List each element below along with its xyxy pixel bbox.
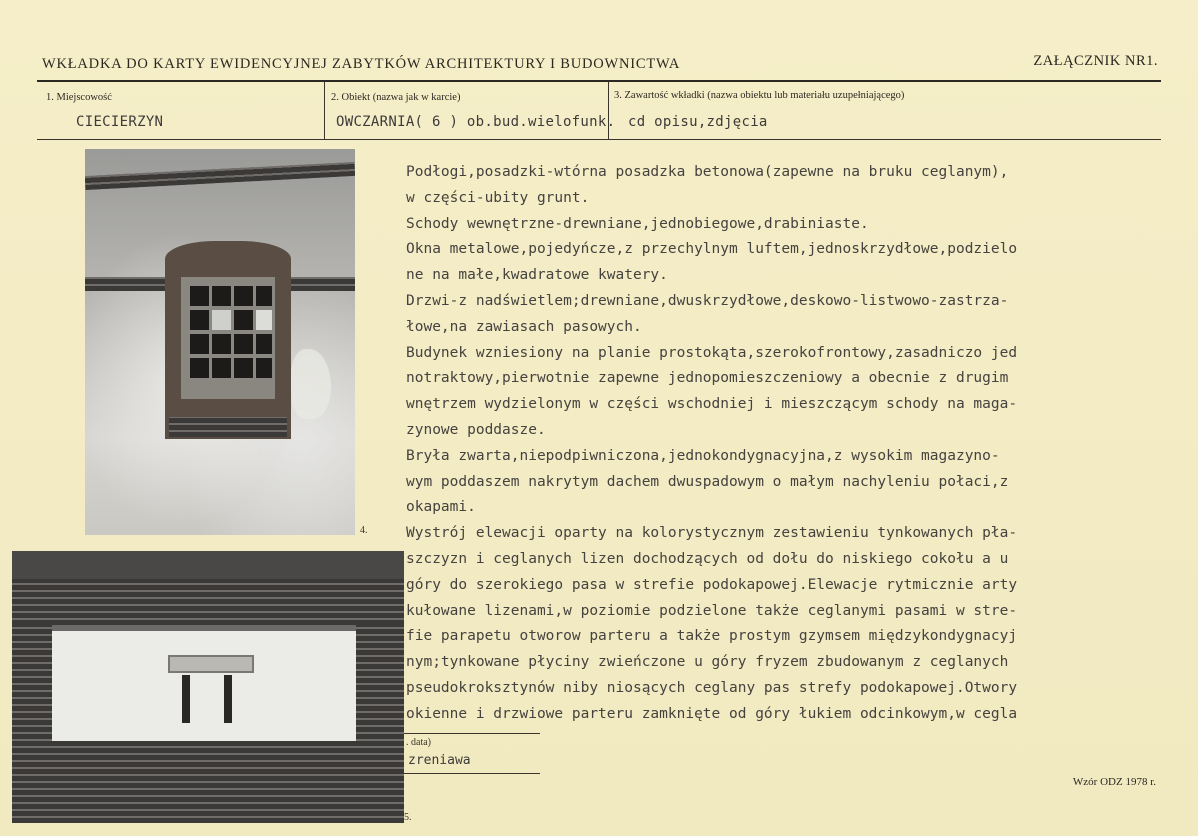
plaster-patch	[291, 349, 331, 419]
pane	[255, 285, 273, 307]
location-label: 1. Miejscowość	[46, 92, 112, 103]
description-line: okapami.	[406, 499, 476, 516]
pane	[233, 357, 254, 379]
pane	[211, 333, 232, 355]
contents-label: 3. Zawartość wkładki (nazwa obiektu lub materiału uzupełniającego)	[614, 90, 905, 101]
description-line: Wystrój elewacji oparty na kolorystycznym zestawieniu tynkowanych pła-	[406, 525, 1018, 542]
pane	[255, 309, 273, 331]
photo1-caption: 4.	[360, 525, 368, 536]
pane	[255, 357, 273, 379]
card-title: WKŁADKA DO KARTY EWIDENCYJNEJ ZABYTKÓW ARCHITEKTURY I BUDOWNICTWA	[42, 56, 681, 72]
object-label: 2. Obiekt (nazwa jak w karcie)	[331, 92, 461, 103]
roof-eave	[12, 551, 404, 579]
pane	[211, 357, 232, 379]
description-line: Okna metalowe,pojedyńcze,z przechylnym luftem,jednoskrzydłowe,podzielo	[406, 241, 1018, 258]
description-line: Podłogi,posadzki-wtórna posadzka betonowa(zapewne na bruku ceglanym),	[406, 164, 1009, 180]
location-value: CIECIERZYN	[76, 114, 164, 130]
date-rule	[404, 733, 540, 734]
pane	[189, 333, 210, 355]
brick-pilaster-right	[356, 625, 404, 823]
description-text	[406, 160, 1166, 728]
brick-lower-band	[52, 741, 356, 823]
description-line: ne na małe,kwadratowe kwatery.	[406, 267, 668, 284]
description-line: zynowe poddasze.	[406, 421, 546, 438]
pane	[189, 309, 210, 331]
description-line: Budynek wzniesiony na planie prostokąta,szerokofrontowy,zasadniczo jed	[406, 344, 1018, 361]
date-label: . data)	[406, 737, 431, 748]
brick-frieze	[12, 579, 404, 625]
photo-facade-panel	[12, 551, 404, 823]
description-line: Bryła zwarta,niepodpiwniczona,jednokondygnacyjna,z wysokim magazyno-	[406, 447, 1000, 464]
vent-slot-left	[182, 675, 190, 723]
description-line: w części-ubity grunt.	[406, 189, 590, 206]
photo-window	[85, 149, 355, 535]
pane	[233, 309, 254, 331]
attachment-number: ZAŁĄCZNIK NR1.	[1033, 53, 1158, 69]
description-line: fie parapetu otworow parteru a także prostym gzymsem międzykondygnacyj	[406, 628, 1018, 645]
plastered-panel	[52, 631, 356, 741]
pane	[233, 333, 254, 355]
pane	[255, 333, 273, 355]
form-reference: Wzór ODZ 1978 r.	[1072, 776, 1156, 788]
description-line: Drzwi-z nadświetlem;drewniane,dwuskrzydłowe,deskowo-listwowo-zastrza-	[406, 292, 1009, 309]
object-value: OWCZARNIA( 6 ) ob.bud.wielofunk.	[336, 114, 616, 130]
cornice-band	[85, 162, 355, 190]
description-line: wnętrzem wydzielonym w części wschodniej i mieszczącym schody na maga-	[406, 396, 1018, 413]
description-line: góry do szerokiego pasa w strefie podokapowej.Elewacje rytmicznie arty	[406, 576, 1018, 593]
fields-rule	[37, 139, 1161, 140]
author-name: zreniawa	[408, 753, 471, 768]
field-divider-1	[324, 82, 325, 139]
description-line: nym;tynkowane płyciny zwieńczone u góry fryzem zbudowanym z ceglanych	[406, 654, 1009, 671]
brick-pilaster-left	[12, 625, 52, 823]
description-line: pseudokrokszt​ynów niby niosących ceglany pas strefy podokapowej.Otwory	[406, 679, 1018, 696]
description-line: notraktowy,pierwotnie zapewne jednopomieszczeniowy a obecnie z drugim	[406, 370, 1009, 387]
window-sill	[169, 417, 287, 437]
pane	[189, 357, 210, 379]
description-line: okienne i drzwiowe parteru zamknięte od góry łukiem odcinkowym,w cegla	[406, 705, 1018, 722]
author-rule	[404, 773, 540, 774]
vent-slot-right	[224, 675, 232, 723]
description-line: łowe,na zawiasach pasowych.	[406, 318, 642, 335]
photo2-caption: 5.	[404, 812, 412, 823]
description-line: Schody wewnętrzne-drewniane,jednobiegowe,drabiniaste.	[406, 215, 869, 232]
vent-lintel	[168, 655, 254, 673]
description-line: szczyzn i ceglanych lizen dochodzących od dołu do niskiego cokołu a u	[406, 550, 1009, 567]
pane	[189, 285, 210, 307]
contents-value: cd opisu,zdjęcia	[628, 114, 768, 130]
field-divider-2	[608, 82, 609, 139]
pane	[233, 285, 254, 307]
pane	[211, 309, 232, 331]
description-line: kułowane lizenami,w poziomie podzielone także ceglanymi pasami w stre-	[406, 602, 1018, 619]
description-line: wym poddaszem nakrytym dachem dwuspadowym o małym nachyleniu połaci,z	[406, 473, 1009, 490]
pane	[211, 285, 232, 307]
header-rule	[37, 80, 1161, 82]
